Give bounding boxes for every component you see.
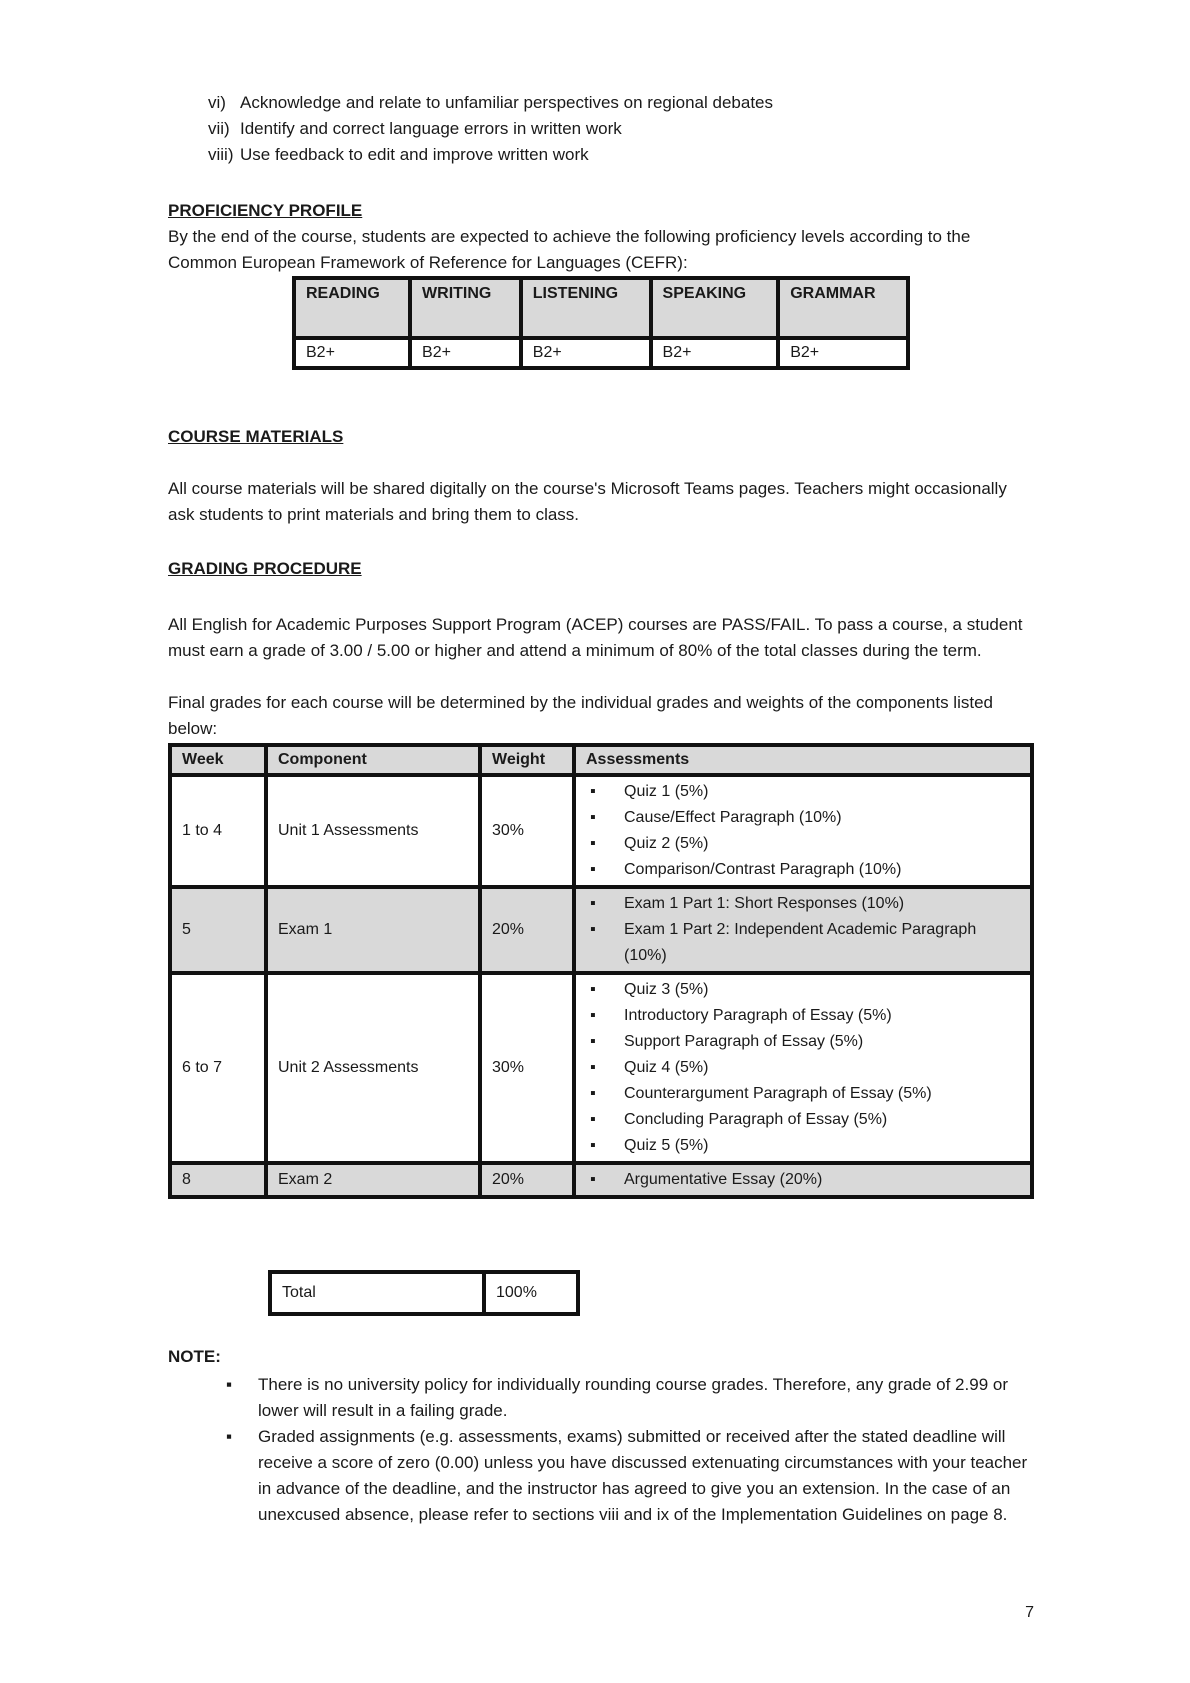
grading-header: Component bbox=[266, 745, 480, 775]
page-number: 7 bbox=[1025, 1604, 1034, 1621]
table-row bbox=[170, 973, 1032, 1163]
materials-heading: COURSE MATERIALS bbox=[168, 427, 344, 446]
proficiency-header: LISTENING bbox=[521, 278, 651, 338]
weight-cell: 30% bbox=[480, 973, 574, 1163]
proficiency-value: B2+ bbox=[410, 338, 521, 368]
list-item: ▪ Argumentative Essay (20%) bbox=[624, 1167, 1020, 1193]
component-cell: Unit 2 Assessments bbox=[266, 973, 480, 1163]
proficiency-header: GRAMMAR bbox=[778, 278, 908, 338]
objective-item: viii) Use feedback to edit and improve written work bbox=[208, 145, 589, 164]
proficiency-text: By the end of the course, students are expected to achieve the following proficiency levels according to the Common European Framework of Reference for Languages (CEFR): bbox=[168, 227, 971, 272]
proficiency-header: WRITING bbox=[410, 278, 521, 338]
week-cell: 1 to 4 bbox=[170, 775, 266, 887]
list-item: ▪ Concluding Paragraph of Essay (5%) bbox=[624, 1107, 1020, 1133]
proficiency-table bbox=[292, 276, 910, 370]
list-item: ▪ Quiz 5 (5%) bbox=[624, 1133, 1020, 1159]
weight-cell: 20% bbox=[480, 887, 574, 973]
assessments-cell bbox=[574, 775, 1032, 887]
proficiency-value: B2+ bbox=[651, 338, 779, 368]
table-row bbox=[170, 1163, 1032, 1197]
grading-text-2: Final grades for each course will be determined by the individual grades and weights of the components listed below: bbox=[168, 693, 993, 738]
list-item: ▪ Counterargument Paragraph of Essay (5%) bbox=[624, 1081, 1020, 1107]
grading-text: All English for Academic Purposes Support Program (ACEP) courses are PASS/FAIL. To pass a course, a student must earn a grade of 3.00 / 5.00 or higher and attend a minimum of 80% of the total classes during the term. bbox=[168, 615, 1023, 660]
assessments-cell bbox=[574, 887, 1032, 973]
list-item: ▪ Quiz 2 (5%) bbox=[624, 831, 1020, 857]
list-item: ▪ Quiz 3 (5%) bbox=[624, 977, 1020, 1003]
list-item: ▪ Exam 1 Part 1: Short Responses (10%) bbox=[624, 891, 1020, 917]
list-item: ▪ Comparison/Contrast Paragraph (10%) bbox=[624, 857, 1020, 883]
list-item: ▪ Exam 1 Part 2: Independent Academic Paragraph (10%) bbox=[624, 917, 1020, 969]
component-cell: Exam 2 bbox=[266, 1163, 480, 1197]
assessments-cell bbox=[574, 973, 1032, 1163]
week-cell: 5 bbox=[170, 887, 266, 973]
weight-cell: 20% bbox=[480, 1163, 574, 1197]
grading-table bbox=[168, 743, 1034, 1199]
grading-header: Assessments bbox=[574, 745, 1032, 775]
list-item: ▪ Introductory Paragraph of Essay (5%) bbox=[624, 1003, 1020, 1029]
proficiency-header: SPEAKING bbox=[651, 278, 779, 338]
grading-header: Week bbox=[170, 745, 266, 775]
list-item: ▪ Quiz 1 (5%) bbox=[624, 779, 1020, 805]
proficiency-heading: PROFICIENCY PROFILE bbox=[168, 201, 363, 220]
list-item: ▪ Cause/Effect Paragraph (10%) bbox=[624, 805, 1020, 831]
note-list bbox=[226, 1372, 1036, 1528]
list-item: ▪ There is no university policy for individually rounding course grades. Therefore, any grade of 2.99 or lower will result in a failing grade. bbox=[226, 1372, 1036, 1424]
materials-text: All course materials will be shared digitally on the course's Microsoft Teams pages. Teachers might occasionally ask students to print materials and bring them to class. bbox=[168, 479, 1007, 524]
list-item: ▪ Graded assignments (e.g. assessments, exams) submitted or received after the stated deadline will receive a score of zero (0.00) unless you have discussed extenuating circumstances with your teacher in advance of the deadline, and the instructor has agreed to give you an extension. In the case of an unexcused absence, please refer to sections viii and ix of the Implementation Guidelines on page 8. bbox=[226, 1424, 1036, 1528]
table-row bbox=[170, 775, 1032, 887]
week-cell: 8 bbox=[170, 1163, 266, 1197]
proficiency-header: READING bbox=[294, 278, 410, 338]
proficiency-value: B2+ bbox=[778, 338, 908, 368]
proficiency-value: B2+ bbox=[521, 338, 651, 368]
list-item: ▪ Quiz 4 (5%) bbox=[624, 1055, 1020, 1081]
table-row bbox=[170, 887, 1032, 973]
assessments-cell bbox=[574, 1163, 1032, 1197]
component-cell: Exam 1 bbox=[266, 887, 480, 973]
proficiency-value: B2+ bbox=[294, 338, 410, 368]
total-weight: 100% bbox=[484, 1272, 578, 1314]
note-heading: NOTE: bbox=[168, 1347, 221, 1366]
week-cell: 6 to 7 bbox=[170, 973, 266, 1163]
grading-heading: GRADING PROCEDURE bbox=[168, 559, 362, 578]
objective-item: vi) Acknowledge and relate to unfamiliar perspectives on regional debates bbox=[208, 93, 773, 112]
grading-header: Weight bbox=[480, 745, 574, 775]
total-label: Total bbox=[270, 1272, 484, 1314]
objectives-list bbox=[208, 90, 1028, 168]
list-item: ▪ Support Paragraph of Essay (5%) bbox=[624, 1029, 1020, 1055]
total-table bbox=[268, 1270, 580, 1316]
weight-cell: 30% bbox=[480, 775, 574, 887]
objective-item: vii) Identify and correct language errors in written work bbox=[208, 119, 622, 138]
component-cell: Unit 1 Assessments bbox=[266, 775, 480, 887]
